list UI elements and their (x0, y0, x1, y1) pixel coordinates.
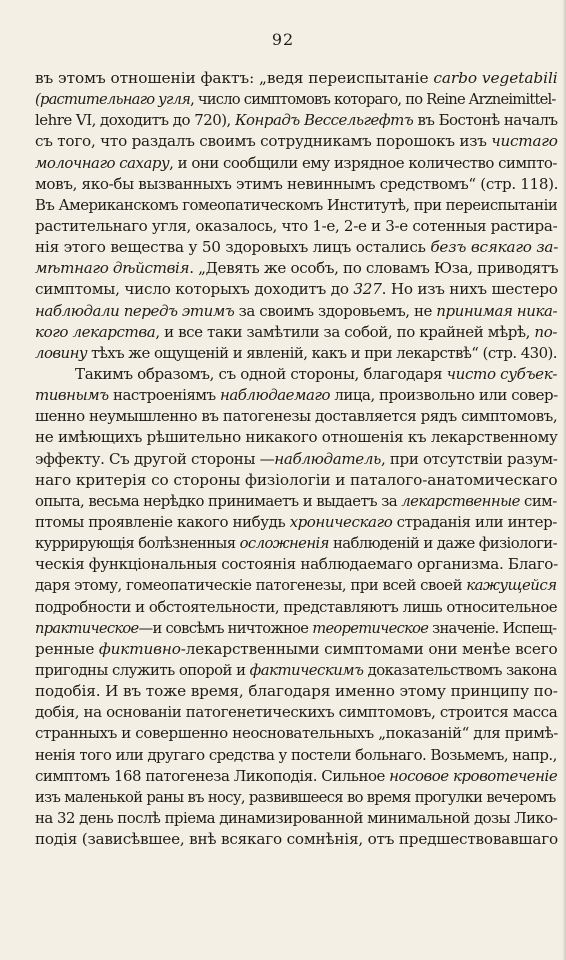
text-run: съ того, что раздалъ своимъ сотрудникамъ порошокъ изъ (35, 132, 492, 151)
text-line (35, 723, 560, 744)
text-line (35, 153, 560, 174)
italic-text: молочнаго сахару (35, 153, 170, 172)
italic-text: 327 (353, 280, 382, 299)
text-line (35, 89, 560, 110)
text-line (35, 597, 560, 618)
text-line (35, 681, 560, 702)
text-run: наблюденій и даже физіологи- (328, 535, 557, 553)
text-run: -лекарственными симптомами они менѣе всего (180, 639, 558, 658)
text-line (35, 301, 560, 322)
italic-text: наблюдали передъ этимъ (35, 301, 235, 320)
text-run: Въ Американскомъ гомеопатическомъ Институтѣ, при переиспытаніи (35, 195, 558, 214)
text-run: —и совсѣмъ ничтожное (138, 619, 313, 637)
text-line (35, 808, 560, 829)
text-run: подія (зависѣвшее, внѣ всякаго сомнѣнія, отъ предшествовавшаго (35, 830, 558, 849)
text-run: пригодны служить опорой и (35, 660, 250, 679)
text-run: добія, на основаніи патогенетическихъ симптомовъ, строится масса (35, 703, 558, 722)
text-run: не имѣющихъ рѣшительно никакого отношенія къ лекарственному (35, 428, 558, 447)
text-run: ренные (35, 639, 99, 658)
text-line (35, 237, 560, 258)
body-text (35, 68, 560, 850)
text-run: въ Бостонѣ началъ (413, 111, 558, 130)
text-run: Такимъ образомъ, съ одной стороны, благодаря (75, 364, 447, 383)
italic-text: практическое (35, 619, 139, 637)
text-run: подобія. И въ тоже время, благодаря именно этому принципу по- (35, 682, 558, 701)
text-line (35, 279, 560, 300)
text-line (35, 470, 560, 491)
text-line (35, 131, 560, 152)
text-line (35, 639, 560, 660)
text-run: доказательствомъ закона (363, 660, 557, 679)
italic-text: кого лекарства (35, 322, 156, 341)
italic-text: ловину (35, 343, 87, 362)
text-line (35, 512, 560, 533)
italic-text: (растительнаго угля (35, 91, 191, 109)
text-run: мовъ, яко-бы вызванныхъ этимъ невиннымъ средствомъ“ (стр. 118). (35, 174, 559, 193)
italic-text: фиктивно (98, 639, 181, 658)
italic-text: тивнымъ (35, 386, 109, 405)
text-run: куррирующія болѣзненныя (35, 535, 240, 553)
italic-text: фактическимъ (249, 660, 364, 679)
italic-text: осложненія (239, 535, 329, 553)
text-line (35, 575, 560, 596)
italic-text: мѣтнаго дѣйствія (35, 259, 190, 278)
text-line (35, 406, 560, 427)
text-run: за своимъ здоровьемъ, не (234, 301, 437, 320)
italic-text: безъ всякаго за- (430, 238, 559, 257)
italic-text: кажущейся (466, 576, 557, 595)
text-run: даря этому, гомеопатическіе патогенезы, при всей своей (35, 576, 467, 595)
page-number: 92 (271, 30, 295, 49)
text-line (35, 554, 560, 575)
italic-text: принимая ника- (436, 301, 558, 320)
text-run: . Но изъ нихъ шестеро (381, 280, 558, 299)
italic-text: чистаго (491, 132, 558, 151)
italic-text: носовое кровотеченіе (389, 766, 558, 785)
text-line (35, 258, 560, 279)
text-run: эффекту. Съ другой стороны — (35, 449, 275, 468)
text-line (35, 195, 560, 216)
text-run: нія этого вещества у 50 здоровыхъ лицъ остались (35, 238, 431, 257)
text-run: ненія того или другаго средства у постели больнаго. Возьмемъ, напр., (35, 745, 557, 764)
text-line (35, 174, 560, 195)
italic-text: хроническаго (289, 512, 393, 531)
text-run: , число симптомовъ котораго, по Reine Arzneimittel- (190, 91, 556, 109)
text-line (35, 745, 560, 766)
text-line (35, 427, 560, 448)
text-run: lehre VI, доходитъ до 720), (35, 111, 235, 130)
italic-text: наблюдатель (274, 449, 381, 468)
text-run: страданія или интер- (392, 512, 557, 531)
text-run: растительнаго угля, оказалось, что 1-е, 2-е и 3-е сотенныя растира- (35, 216, 558, 235)
text-run: на 32 день послѣ пріема динамизированной минимальной дозы Лико- (35, 808, 558, 827)
text-run: , и они сообщили ему изрядное количество симпто- (169, 153, 557, 172)
text-run: симптомы, число которыхъ доходитъ до (35, 280, 354, 299)
italic-text: Конрадъ Вессельгефтъ (235, 111, 414, 130)
text-line (35, 702, 560, 723)
text-run: странныхъ и совершенно неосновательныхъ „показаній“ для примѣ- (35, 724, 558, 743)
text-line (35, 110, 560, 131)
text-line (35, 385, 560, 406)
text-line (35, 829, 560, 850)
italic-text: carbo vegetabili (433, 69, 558, 87)
text-line (35, 322, 560, 343)
text-run: симптомъ 168 патогенеза Ликоподія. Сильное (35, 766, 390, 785)
text-run: настроеніямъ (108, 386, 220, 405)
text-run: , и все таки замѣтили за собой, по крайней мѣрѣ, (155, 322, 535, 341)
text-line (35, 660, 560, 681)
text-line (35, 618, 560, 639)
text-run: подробности и обстоятельности, представляютъ лишь относительное (35, 597, 558, 616)
italic-text: наблюдаемаго (219, 386, 331, 405)
text-line (35, 787, 560, 808)
text-run: , при отсутствіи разум- (380, 449, 558, 468)
text-line (35, 766, 560, 787)
text-run: птомы проявленіе какого нибудь (35, 512, 290, 531)
text-run: сим- (519, 491, 557, 510)
italic-text: лекарственные (401, 491, 520, 510)
text-run: . „Девять же особъ, по словамъ Юза, приводятъ (189, 259, 559, 278)
text-line (35, 68, 560, 89)
text-line (35, 343, 560, 364)
text-run: опыта, весьма нерѣдко принимаетъ и выдаетъ за (35, 491, 402, 510)
italic-text: по- (534, 322, 558, 341)
text-run: въ этомъ отношеніи фактъ: „ведя переиспытаніе (35, 69, 434, 87)
italic-text: чисто субъек- (446, 364, 558, 383)
text-run: шенно неумышленно въ патогенезы доставляется рядъ симптомовъ, (35, 407, 558, 426)
text-line (35, 491, 560, 512)
text-run: лица, произвольно или совер- (330, 386, 558, 405)
text-run: ческія функціональныя состоянія наблюдаемаго организма. Благо- (35, 555, 558, 574)
text-run: наго критерія со стороны физіологіи и паталого-анатомическаго (35, 470, 558, 489)
text-line (35, 216, 560, 237)
text-run: тѣхъ же ощущеній и явленій, какъ и при лекарствѣ“ (стр. 430). (86, 343, 557, 362)
text-run: изъ маленькой раны въ носу, развившееся во время прогулки вечеромъ (35, 788, 556, 806)
italic-text: теоретическое (312, 619, 429, 637)
text-run: значеніе. Испещ- (428, 619, 557, 637)
text-line (35, 449, 560, 470)
text-line (35, 533, 560, 554)
text-line (35, 364, 560, 385)
